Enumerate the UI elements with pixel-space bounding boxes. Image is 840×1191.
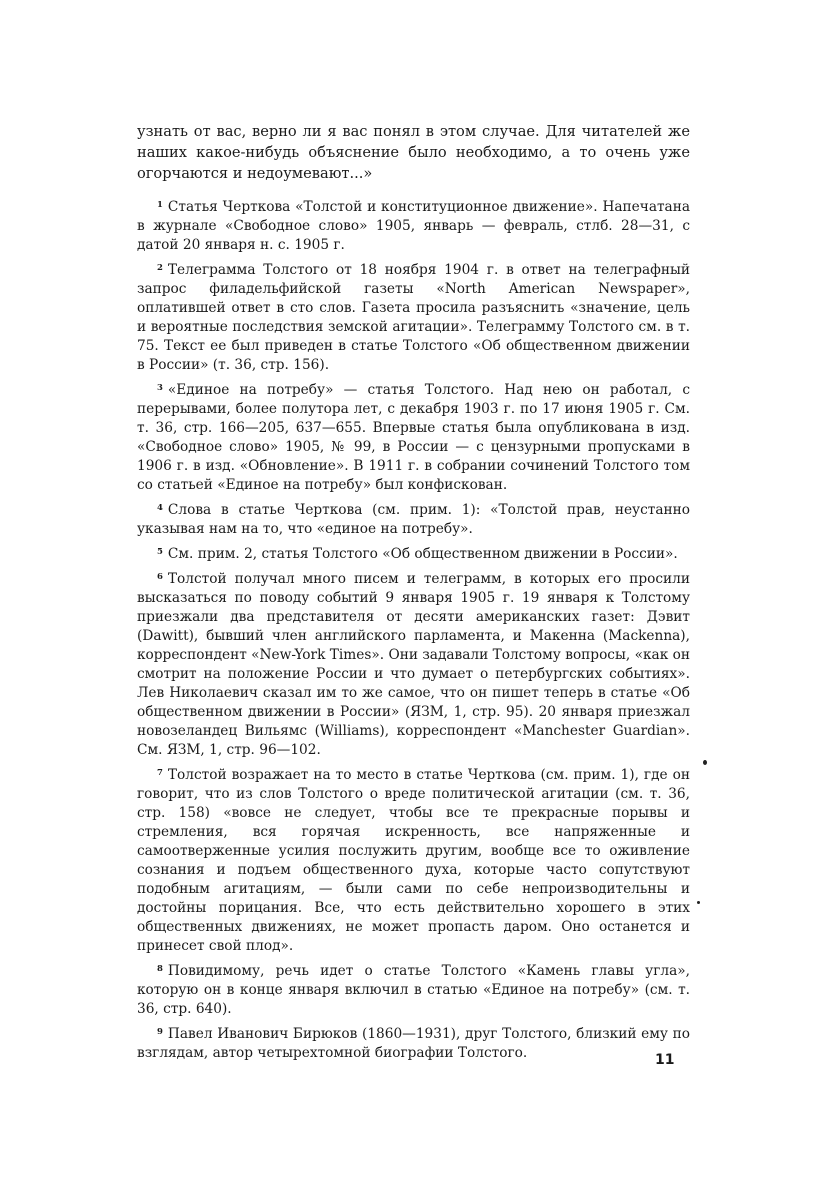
footnote — [137, 764, 690, 956]
footnote — [137, 1023, 690, 1063]
footnote-text: Толстой получал много писем и телеграмм, в которых его просили высказаться по поводу событий 9 января 1905 г. 19 января к Толстому приезжали два представителя от десяти американских газет: Дэвит (Dawitt), бывший член английского парламента, и Макенна (Mackenna), корреспондент «New-York Times». Они задавали Толстому вопросы, «как он смотрит на положение России и что думает о петербургских событиях». Лев Николаевич сказал им то же самое, что он пишет теперь в статье «Об общественном движении в России» (ЯЗМ, 1, стр. 95). 20 января приезжал новозеландец Вильямс (Williams), корреспондент «Manchester Guardian». См. ЯЗМ, 1, стр. 96—102. — [137, 571, 690, 758]
footnote-text: Повидимому, речь идет о статье Толстого «Камень главы угла», которую он в конце января включил в статью «Единое на потребу» (см. т. 36, стр. 640). — [137, 963, 690, 1017]
footnote-text: Толстой возражает на то место в статье Черткова (см. прим. 1), где он говорит, что из слов Толстого о вреде политической агитации (см. т. 36, стр. 158) «вовсе не следует, чтобы все те прекрасные порывы и стремления, вся горячая искренность, все напряженные и самоотверженные усилия послужить другим, вообще все то оживление сознания и подъем общественного духа, которые часто сопутствуют подобным агитациям, — были сами по себе непроизводительны и достойны порицания. Все, что есть действительно хорошего в этих общественных движениях, не может пропасть даром. Оно останется и принесет свой плод». — [137, 767, 690, 954]
footnote-number: 3 — [157, 383, 163, 393]
scan-speck — [697, 901, 700, 904]
lead-paragraph: узнать от вас, верно ли я вас понял в этом случае. Для читателей же наших какое-нибудь объяснение было необходимо, а то очень уже огорчаются и недоумевают...» — [137, 123, 690, 182]
footnote — [137, 543, 690, 564]
footnote-number: 7 — [157, 768, 163, 778]
page-number: 11 — [655, 1052, 675, 1068]
footnote-text: Слова в статье Черткова (см. прим. 1): «Толстой прав, неустанно указывая нам на то, что «единое на потребу». — [137, 502, 690, 537]
footnote — [137, 379, 690, 495]
footnote-number: 1 — [157, 200, 163, 210]
footnotes-list — [137, 196, 690, 1067]
footnote-text: Павел Иванович Бирюков (1860—1931), друг Толстого, близкий ему по взглядам, автор четырехтомной биографии Толстого. — [137, 1026, 690, 1061]
footnote-number: 4 — [157, 503, 163, 513]
footnote — [137, 960, 690, 1019]
footnote-text: Статья Черткова «Толстой и конституционное движение». Напечатана в журнале «Свободное слово» 1905, январь — февраль, стлб. 28—31, с датой 20 января н. с. 1905 г. — [137, 199, 690, 253]
footnote-number: 2 — [157, 263, 163, 273]
footnote — [137, 259, 690, 375]
footnote — [137, 196, 690, 255]
footnote — [137, 568, 690, 760]
footnote-number: 5 — [157, 547, 163, 557]
footnote-text: См. прим. 2, статья Толстого «Об общественном движении в России». — [167, 546, 678, 562]
footnote-number: 9 — [157, 1027, 163, 1037]
footnote-number: 8 — [157, 964, 163, 974]
scan-speck — [703, 760, 707, 765]
footnote-text: Телеграмма Толстого от 18 ноября 1904 г. в ответ на телеграфный запрос филадельфийской газеты «North American Newspaper», оплатившей ответ в сто слов. Газета просила разъяснить «значение, цель и вероятные последствия земской агитации». Телеграмму Толстого см. в т. 75. Текст ее был приведен в статье Толстого «Об общественном движении в России» (т. 36, стр. 156). — [137, 262, 690, 373]
footnote — [137, 499, 690, 539]
footnote-text: «Единое на потребу» — статья Толстого. Над нею он работал, с перерывами, более полутора лет, с декабря 1903 г. по 17 июня 1905 г. См. т. 36, стр. 166—205, 637—655. Впервые статья была опубликована в изд. «Свободное слово» 1905, № 99, в России — с цензурными пропусками в 1906 г. в изд. «Обновление». В 1911 г. в собрании сочинений Толстого том со статьей «Единое на потребу» был конфискован. — [137, 382, 690, 493]
footnote-number: 6 — [157, 572, 163, 582]
